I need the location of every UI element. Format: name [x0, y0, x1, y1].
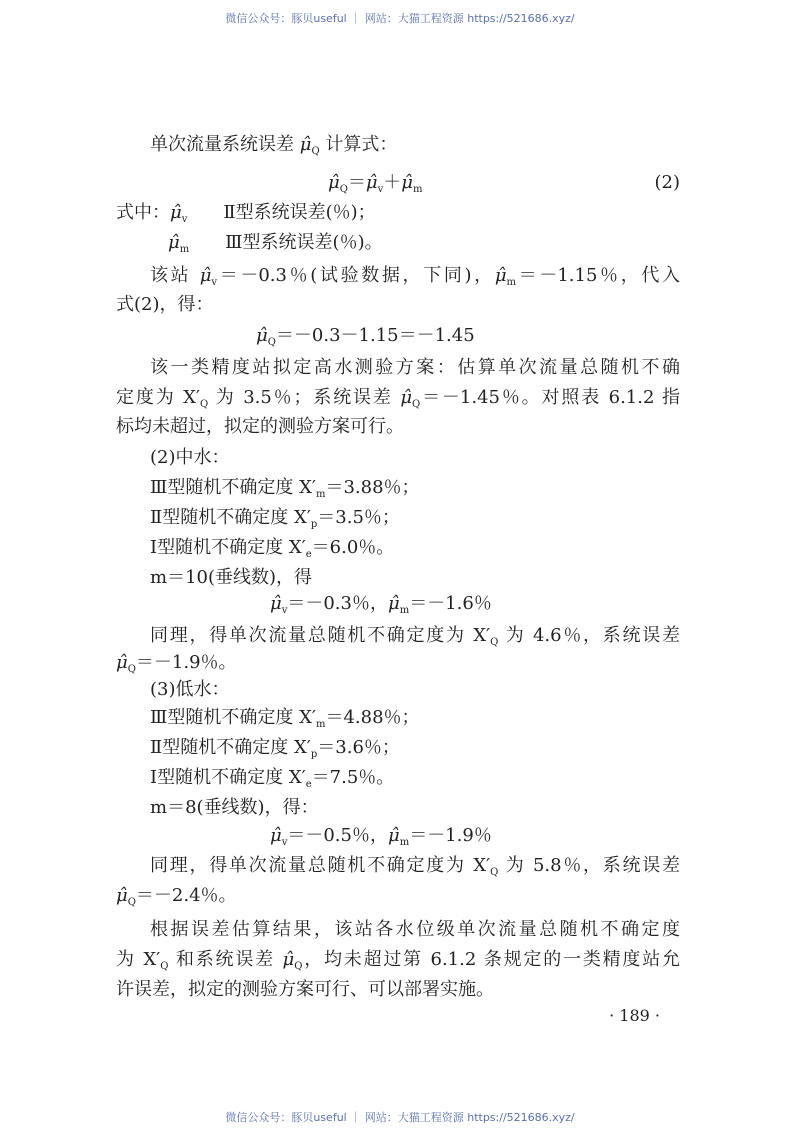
text-run: ＝4.88％； — [325, 707, 420, 728]
text-line — [150, 133, 397, 164]
text-run: ＝ — [347, 172, 366, 193]
subscript: v — [377, 184, 384, 195]
text-run: (3)低水： — [150, 679, 230, 700]
subscript: Q — [160, 961, 169, 972]
mu-hat-symbol: μ̂ — [256, 325, 268, 346]
text-run: 该站 — [150, 265, 200, 286]
text-line — [150, 796, 319, 820]
subscript: p — [310, 749, 318, 760]
text-run: 单次流量系统误差 — [150, 134, 300, 155]
text-line — [116, 415, 404, 439]
mu-hat-symbol: μ̂ — [199, 265, 212, 286]
subscript: Q — [490, 637, 499, 648]
text-line — [116, 201, 376, 232]
text-run: ＝3.88％； — [325, 477, 420, 498]
mu-hat-symbol: μ̂ — [270, 825, 282, 846]
text-run: 式中： — [116, 202, 170, 223]
text-run: ＝－0.5％， — [287, 825, 388, 846]
subscript: m — [315, 719, 326, 730]
text-line — [270, 824, 492, 855]
text-line — [256, 324, 475, 355]
text-line — [150, 678, 230, 702]
text-run: ＝－0.3－1.15＝－1.45 — [275, 325, 475, 346]
subscript: Q — [267, 337, 276, 348]
subscript: m — [412, 184, 423, 195]
text-run: 和系统误差 — [168, 949, 283, 970]
text-run: Ⅲ型系统误差(％)。 — [189, 232, 383, 253]
text-run: ＝6.0％。 — [311, 537, 395, 558]
subscript: Q — [127, 897, 136, 908]
text-run: ＝－1.45％。对照表 6.1.2 指 — [420, 387, 680, 408]
subscript: v — [281, 837, 288, 848]
subscript: m — [315, 489, 326, 500]
text-run: 为 5.8％，系统误差 — [498, 855, 680, 876]
text-line — [150, 854, 680, 885]
watermark-top: 微信公众号：豚贝useful ｜ 网站：大猫工程资源 https://521686.xyz/ — [225, 12, 575, 25]
text-run: ＝7.5％。 — [311, 767, 395, 788]
mu-hat-symbol: μ̂ — [116, 885, 128, 906]
text-run: 同理，得单次流量总随机不确定度为 X′ — [150, 625, 491, 646]
text-run: 该一类精度站拟定高水测验方案：估算单次流量总随机不确 — [150, 357, 680, 378]
text-run: Ⅰ型随机不确定度 X′ — [150, 537, 306, 558]
text-run: 计算式： — [319, 134, 398, 155]
equation-number: (2) — [654, 172, 680, 193]
text-line — [270, 592, 492, 623]
mu-hat-symbol: μ̂ — [401, 172, 413, 193]
text-line — [150, 476, 420, 507]
text-line — [150, 536, 394, 567]
text-line — [116, 978, 494, 1002]
text-run: ＝－1.6％ — [409, 593, 492, 614]
text-line — [150, 356, 680, 380]
mu-hat-symbol: μ̂ — [282, 949, 295, 970]
mu-hat-symbol: μ̂ — [400, 387, 413, 408]
text-run: Ⅱ型随机不确定度 X′ — [150, 737, 311, 758]
text-run: Ⅲ型随机不确定度 X′ — [150, 707, 316, 728]
text-line — [150, 231, 383, 262]
mu-hat-symbol: μ̂ — [388, 593, 400, 614]
mu-hat-symbol: μ̂ — [299, 134, 312, 155]
subscript: Q — [412, 399, 421, 410]
text-run: ＝3.6％； — [317, 737, 400, 758]
text-run: 定度为 X′ — [116, 387, 201, 408]
text-run: (2)中水： — [150, 447, 230, 468]
text-run: ＝－0.3％， — [287, 593, 388, 614]
text-line — [328, 171, 422, 202]
text-run: ＝－1.9％。 — [135, 652, 237, 673]
mu-hat-symbol: μ̂ — [494, 265, 507, 286]
mu-hat-symbol: μ̂ — [270, 593, 282, 614]
text-line — [150, 736, 400, 767]
text-run — [150, 232, 168, 253]
page-number: · 189 · — [609, 1006, 660, 1025]
text-line — [116, 948, 680, 979]
text-run: Ⅲ型随机不确定度 X′ — [150, 477, 316, 498]
subscript: Q — [490, 867, 499, 878]
text-run: 标均未超过，拟定的测验方案可行。 — [116, 416, 404, 437]
mu-hat-symbol: μ̂ — [168, 232, 180, 253]
mu-hat-symbol: μ̂ — [365, 172, 378, 193]
subscript: e — [305, 549, 312, 560]
watermark-bottom: 微信公众号：豚贝useful ｜ 网站：大猫工程资源 https://521686.xyz/ — [225, 1111, 575, 1124]
text-line — [150, 766, 394, 797]
text-line — [150, 446, 230, 470]
text-run: m＝10(垂线数)，得 — [150, 567, 313, 588]
text-run: Ⅱ型随机不确定度 X′ — [150, 507, 311, 528]
text-run: Ⅰ型随机不确定度 X′ — [150, 767, 306, 788]
text-line — [116, 293, 214, 317]
subscript: Q — [311, 146, 320, 157]
text-run: 同理，得单次流量总随机不确定度为 X′ — [150, 855, 491, 876]
text-run: Ⅱ型系统误差(％)； — [187, 202, 376, 223]
text-run: ＝3.5％； — [317, 507, 400, 528]
subscript: Q — [200, 399, 209, 410]
text-line — [116, 386, 680, 417]
text-run: ＝－1.15％，代入 — [516, 265, 680, 286]
subscript: v — [211, 277, 218, 288]
text-line — [150, 706, 420, 737]
text-run: m＝8(垂线数)，得： — [150, 797, 319, 818]
subscript: e — [305, 779, 312, 790]
text-line — [116, 884, 237, 915]
text-line — [150, 566, 312, 590]
mu-hat-symbol: μ̂ — [328, 172, 340, 193]
text-line — [150, 506, 400, 537]
subscript: Q — [339, 184, 348, 195]
subscript: m — [399, 837, 410, 848]
text-run: ＝－2.4％。 — [135, 885, 237, 906]
subscript: m — [179, 244, 190, 255]
text-run: 为 X′ — [116, 949, 161, 970]
subscript: Q — [127, 664, 136, 675]
text-run: 为 4.6％，系统误差 — [498, 625, 680, 646]
text-run: 为 3.5％；系统误差 — [208, 387, 401, 408]
text-line — [150, 264, 680, 295]
subscript: v — [181, 214, 188, 225]
text-run: 式(2)，得： — [116, 294, 214, 315]
text-run: ＝－1.9％ — [409, 825, 492, 846]
text-line — [150, 918, 680, 942]
subscript: v — [281, 605, 288, 616]
text-run: ，均未超过第 6.1.2 条规定的一类精度站允 — [302, 949, 681, 970]
subscript: m — [506, 277, 517, 288]
mu-hat-symbol: μ̂ — [388, 825, 400, 846]
text-run: 许误差，拟定的测验方案可行、可以部署实施。 — [116, 979, 494, 1000]
subscript: Q — [294, 961, 303, 972]
text-run: ＋ — [383, 172, 402, 193]
text-run: ＝－0.3％(试验数据，下同)， — [217, 265, 495, 286]
subscript: p — [310, 519, 318, 530]
mu-hat-symbol: μ̂ — [116, 652, 128, 673]
mu-hat-symbol: μ̂ — [170, 202, 182, 223]
text-run: 根据误差估算结果，该站各水位级单次流量总随机不确定度 — [150, 919, 680, 940]
subscript: m — [399, 605, 410, 616]
